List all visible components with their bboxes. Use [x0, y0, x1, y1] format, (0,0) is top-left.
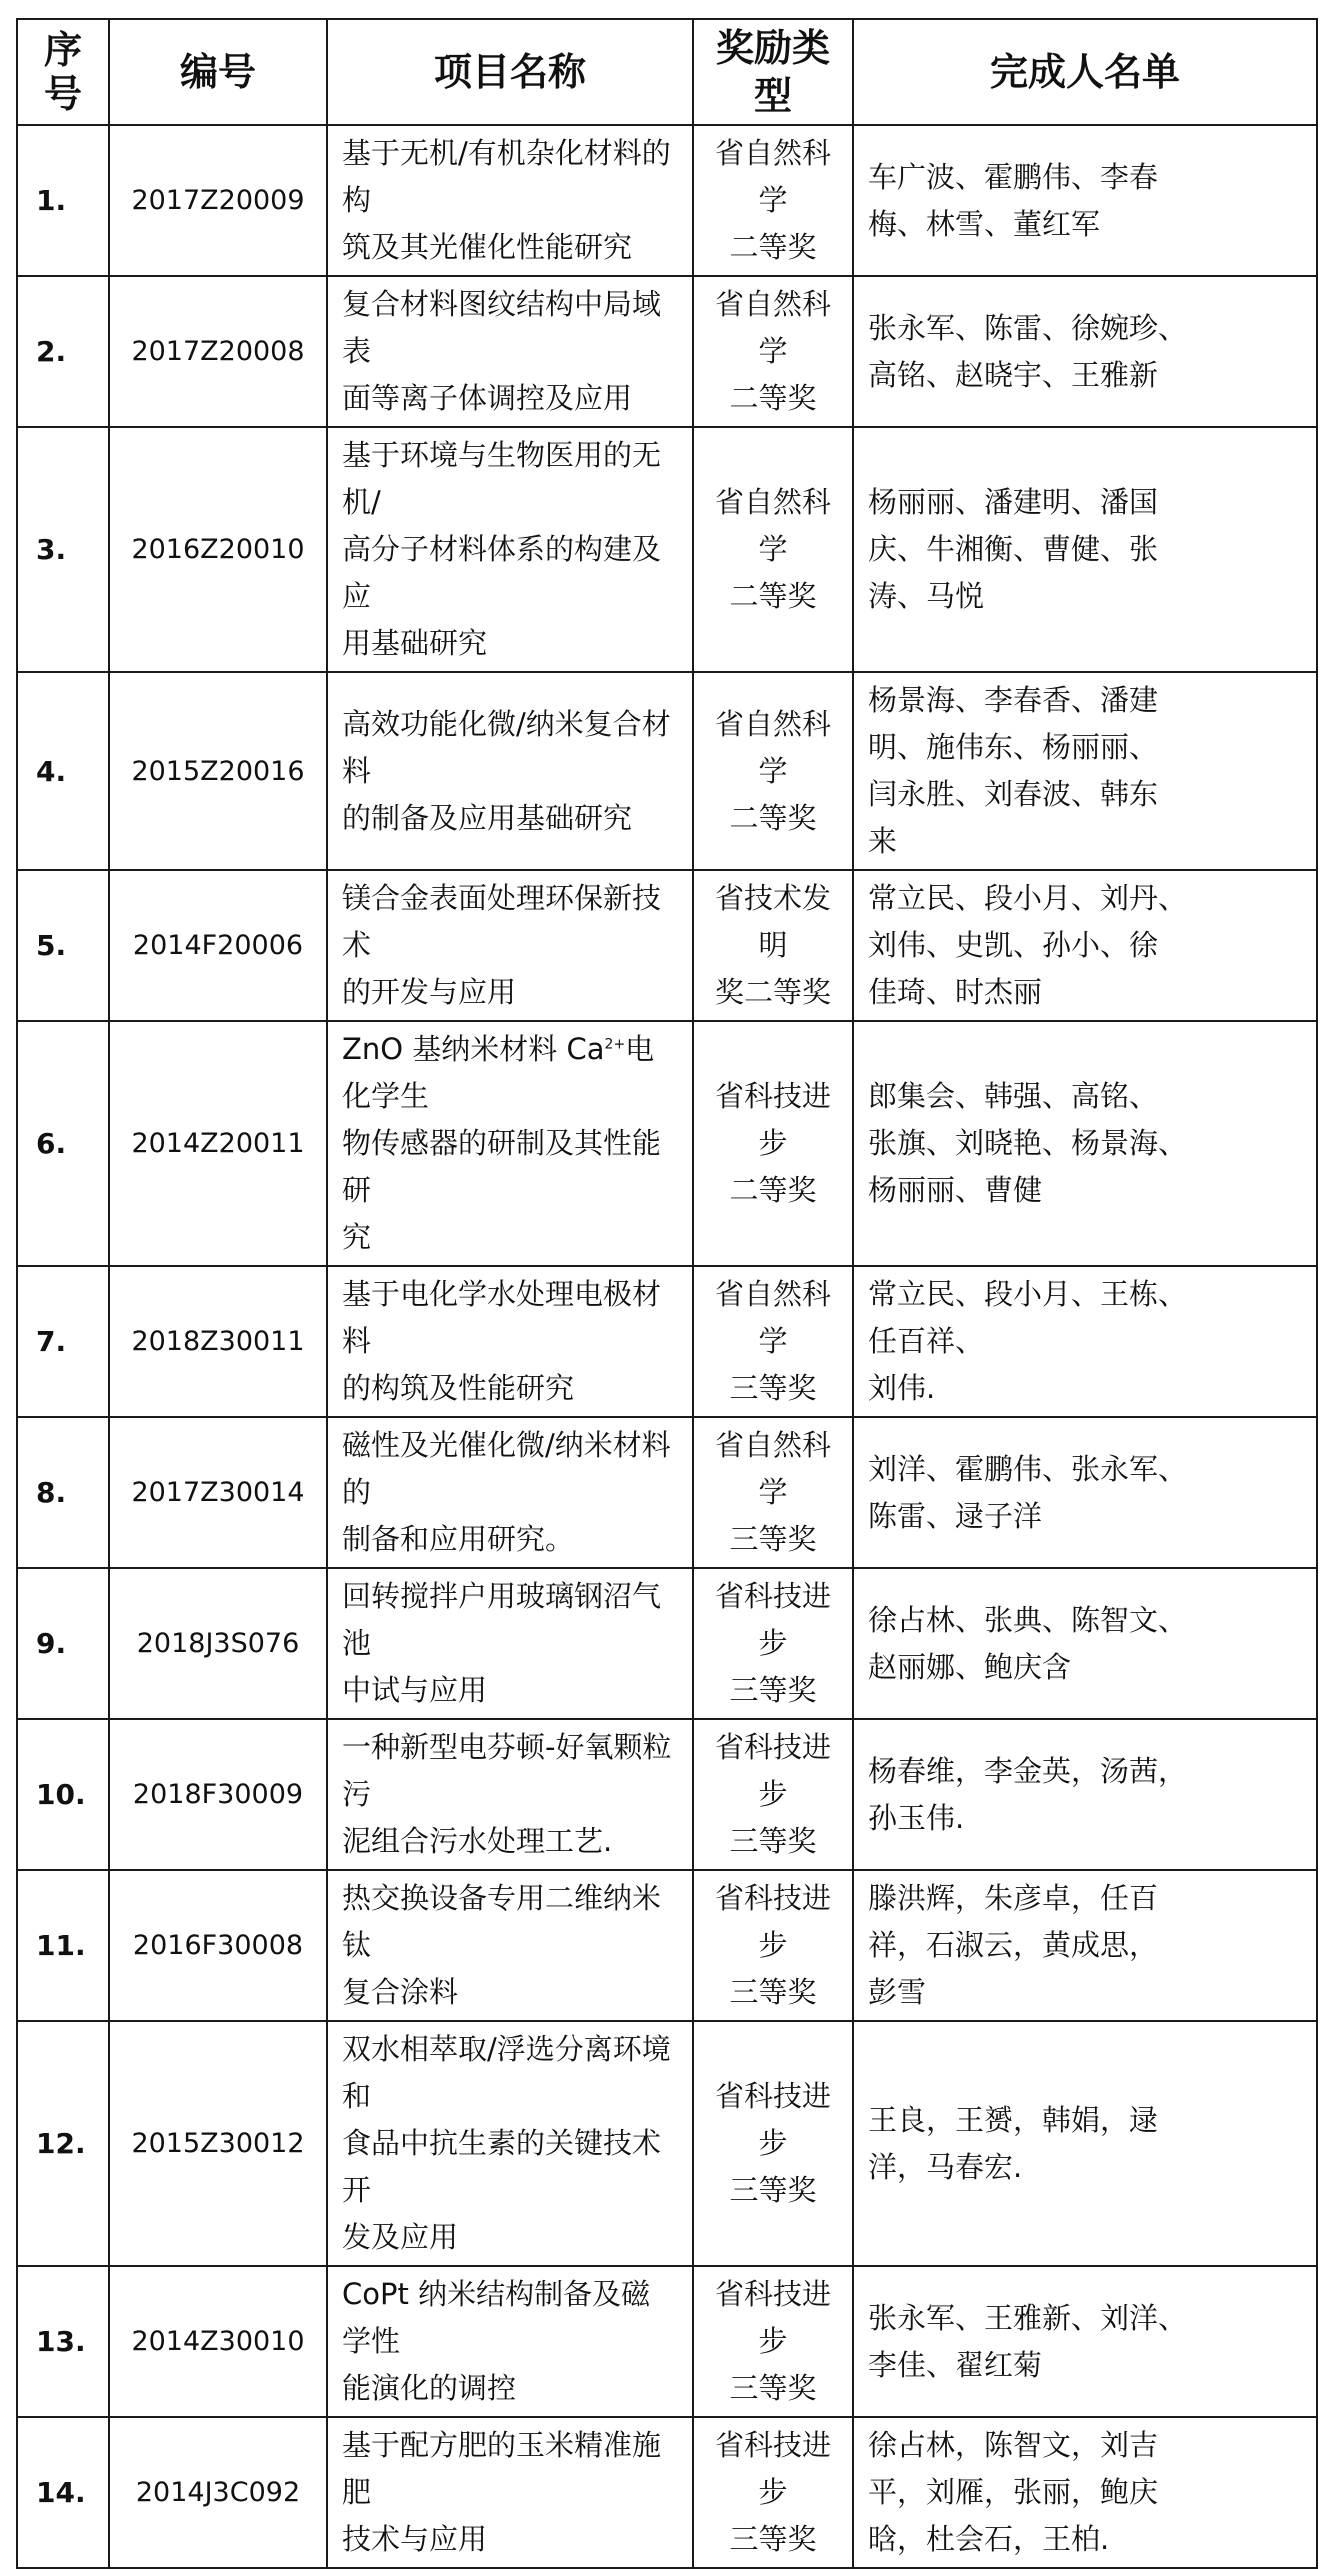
row-people: 徐占林，陈智文，刘吉 平，刘雁，张丽，鲍庆 晗，杜会石，王柏.	[853, 2417, 1317, 2568]
row-code: 2014Z20011	[109, 1021, 327, 1266]
row-code: 2015Z20016	[109, 672, 327, 870]
row-people: 郎集会、韩强、高铭、 张旗、刘晓艳、杨景海、 杨丽丽、曹健	[853, 1021, 1317, 1266]
row-people: 张永军、陈雷、徐婉珍、 高铭、赵晓宇、王雅新	[853, 276, 1317, 427]
row-code: 2014J3C092	[109, 2417, 327, 2568]
header-project-name: 项目名称	[327, 19, 693, 125]
row-seq: 2.	[17, 276, 109, 427]
row-project-name: 回转搅拌户用玻璃钢沼气池 中试与应用	[327, 1568, 693, 1719]
table-row	[17, 1568, 1317, 1719]
row-code: 2014Z30010	[109, 2266, 327, 2417]
row-people: 杨春维，李金英，汤茜， 孙玉伟.	[853, 1719, 1317, 1870]
row-seq: 5.	[17, 870, 109, 1021]
name-text-pre: ZnO 基纳米材料 Ca	[342, 1032, 605, 1066]
table-row	[17, 2266, 1317, 2417]
header-seq: 序 号	[17, 19, 109, 125]
row-people: 刘洋、霍鹏伟、张永军、 陈雷、逯子洋	[853, 1417, 1317, 1568]
row-code: 2015Z30012	[109, 2021, 327, 2266]
row-seq: 10.	[17, 1719, 109, 1870]
row-award-type: 省科技进步 二等奖	[693, 1021, 853, 1266]
table-row	[17, 276, 1317, 427]
table-row	[17, 2417, 1317, 2568]
row-seq: 8.	[17, 1417, 109, 1568]
row-award-type: 省科技进步 三等奖	[693, 1568, 853, 1719]
row-seq: 14.	[17, 2417, 109, 2568]
row-code: 2014F20006	[109, 870, 327, 1021]
table-row	[17, 1870, 1317, 2021]
table-row	[17, 1021, 1317, 1266]
row-award-type: 省自然科学 二等奖	[693, 427, 853, 672]
row-award-type: 省自然科学 二等奖	[693, 125, 853, 276]
row-award-type: 省自然科学 三等奖	[693, 1266, 853, 1417]
table-row	[17, 870, 1317, 1021]
row-code: 2016Z20010	[109, 427, 327, 672]
row-project-name: 基于配方肥的玉米精准施肥 技术与应用	[327, 2417, 693, 2568]
row-project-name: 双水相萃取/浮选分离环境和 食品中抗生素的关键技术开 发及应用	[327, 2021, 693, 2266]
row-project-name	[327, 1021, 693, 1266]
row-project-name: 基于环境与生物医用的无机/ 高分子材料体系的构建及应 用基础研究	[327, 427, 693, 672]
row-project-name: 基于无机/有机杂化材料的构 筑及其光催化性能研究	[327, 125, 693, 276]
header-people: 完成人名单	[853, 19, 1317, 125]
row-award-type: 省自然科学 二等奖	[693, 276, 853, 427]
row-seq: 4.	[17, 672, 109, 870]
table-row	[17, 125, 1317, 276]
row-seq: 6.	[17, 1021, 109, 1266]
row-code: 2018J3S076	[109, 1568, 327, 1719]
row-award-type: 省科技进步 三等奖	[693, 2417, 853, 2568]
row-seq: 3.	[17, 427, 109, 672]
row-code: 2018F30009	[109, 1719, 327, 1870]
row-project-name: 一种新型电芬顿-好氧颗粒污 泥组合污水处理工艺.	[327, 1719, 693, 1870]
row-project-name: 高效功能化微/纳米复合材料 的制备及应用基础研究	[327, 672, 693, 870]
row-code: 2018Z30011	[109, 1266, 327, 1417]
award-table	[16, 18, 1318, 2569]
row-code: 2017Z20008	[109, 276, 327, 427]
row-people: 车广波、霍鹏伟、李春 梅、林雪、董红军	[853, 125, 1317, 276]
row-seq: 9.	[17, 1568, 109, 1719]
row-project-name: 镁合金表面处理环保新技术 的开发与应用	[327, 870, 693, 1021]
row-project-name: 基于电化学水处理电极材料 的构筑及性能研究	[327, 1266, 693, 1417]
table-row	[17, 672, 1317, 870]
row-award-type: 省科技进步 三等奖	[693, 1719, 853, 1870]
table-row	[17, 1719, 1317, 1870]
row-award-type: 省自然科学 二等奖	[693, 672, 853, 870]
row-award-type: 省自然科学 三等奖	[693, 1417, 853, 1568]
header-code: 编号	[109, 19, 327, 125]
row-seq: 11.	[17, 1870, 109, 2021]
row-people: 杨景海、李春香、潘建 明、施伟东、杨丽丽、 闫永胜、刘春波、韩东 来	[853, 672, 1317, 870]
table-row	[17, 1266, 1317, 1417]
row-people: 王良，王赟，韩娟，逯 洋，马春宏.	[853, 2021, 1317, 2266]
row-award-type: 省科技进步 三等奖	[693, 2266, 853, 2417]
row-project-name: 磁性及光催化微/纳米材料的 制备和应用研究。	[327, 1417, 693, 1568]
table-row	[17, 427, 1317, 672]
row-seq: 13.	[17, 2266, 109, 2417]
row-seq: 12.	[17, 2021, 109, 2266]
row-people: 张永军、王雅新、刘洋、 李佳、翟红菊	[853, 2266, 1317, 2417]
row-award-type: 省技术发明 奖二等奖	[693, 870, 853, 1021]
table-row	[17, 1417, 1317, 1568]
row-project-name: 复合材料图纹结构中局域表 面等离子体调控及应用	[327, 276, 693, 427]
row-code: 2017Z30014	[109, 1417, 327, 1568]
row-people: 杨丽丽、潘建明、潘国 庆、牛湘衡、曹健、张 涛、马悦	[853, 427, 1317, 672]
row-project-name: CoPt 纳米结构制备及磁学性 能演化的调控	[327, 2266, 693, 2417]
row-code: 2016F30008	[109, 1870, 327, 2021]
row-people: 常立民、段小月、王栋、 任百祥、 刘伟.	[853, 1266, 1317, 1417]
header-row	[17, 19, 1317, 125]
row-people: 徐占林、张典、陈智文、 赵丽娜、鲍庆含	[853, 1568, 1317, 1719]
row-people: 滕洪辉，朱彦卓，任百 祥，石淑云，黄成思， 彭雪	[853, 1870, 1317, 2021]
row-code: 2017Z20009	[109, 125, 327, 276]
ion-charge-superscript: 2+	[604, 1036, 626, 1053]
header-award-type: 奖励类型	[693, 19, 853, 125]
row-seq: 7.	[17, 1266, 109, 1417]
row-award-type: 省科技进步 三等奖	[693, 1870, 853, 2021]
name-text-post: 电化学生 物传感器的研制及其性能研 究	[342, 1032, 662, 1254]
row-project-name: 热交换设备专用二维纳米钛 复合涂料	[327, 1870, 693, 2021]
row-seq: 1.	[17, 125, 109, 276]
row-award-type: 省科技进步 三等奖	[693, 2021, 853, 2266]
table-row	[17, 2021, 1317, 2266]
row-people: 常立民、段小月、刘丹、 刘伟、史凯、孙小、徐 佳琦、时杰丽	[853, 870, 1317, 1021]
